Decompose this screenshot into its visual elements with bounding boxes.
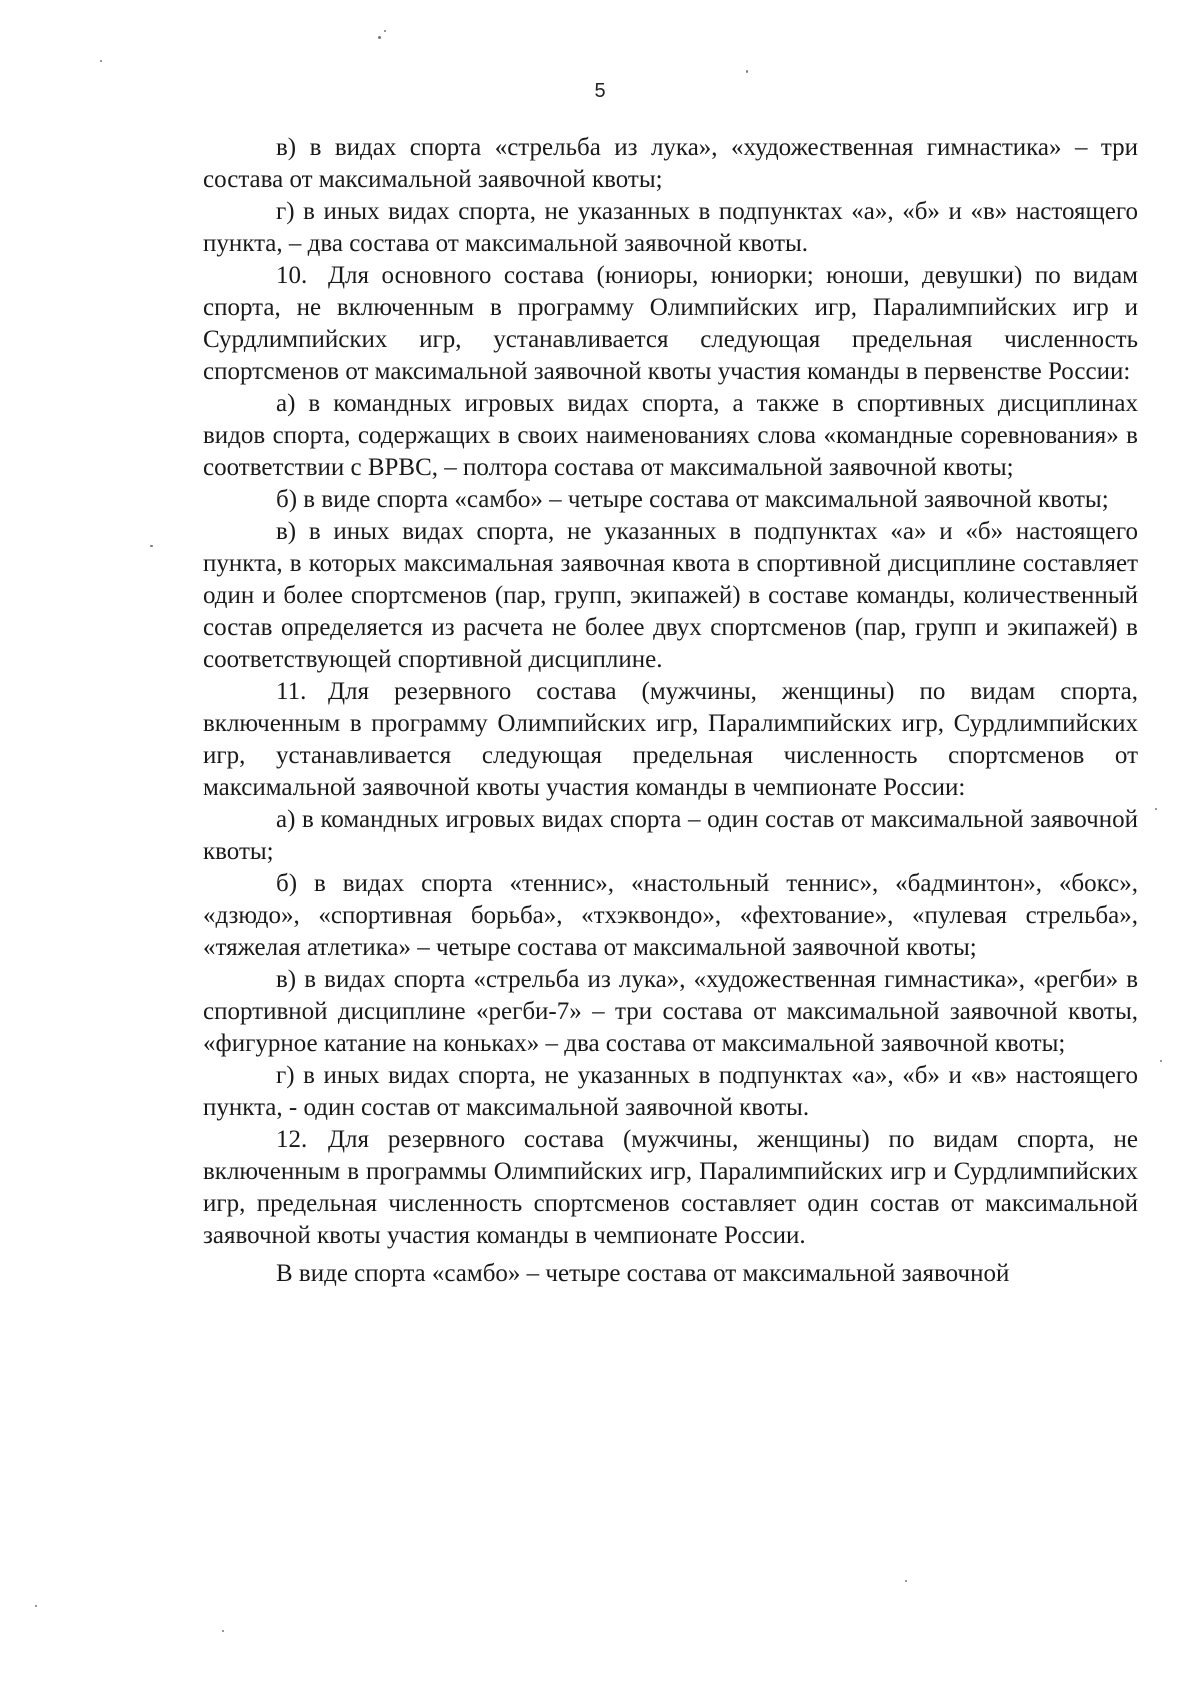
clause-11: [203, 676, 1138, 804]
document-body: [203, 132, 1138, 1290]
paragraph-9v: в) в видах спорта «стрельба из лука», «художественная гимнастика» – три состава от максимальной заявочной квоты;: [203, 134, 1138, 193]
clause-text: Для основного состава (юниоры, юниорки; юноши, девушки) по видам спорта, не включенным в программу Олимпийских игр, Паралимпийских игр и Сурдлимпийских игр, устанавливается следующая предельная численность спортсменов от максимальной заявочной квоты участия команды в первенстве России:: [203, 262, 1138, 385]
clause-12: [203, 1124, 1138, 1252]
clause-number: 10.: [276, 262, 308, 289]
paragraph-11b: б) в видах спорта «теннис», «настольный теннис», «бадминтон», «бокс», «дзюдо», «спортивная борьба», «тхэквондо», «фехтование», «пулевая стрельба», «тяжелая атлетика» – четыре состава от максимальной заявочной квоты;: [203, 870, 1138, 961]
page-number: 5: [594, 80, 606, 102]
paragraph-11a: а) в командных игровых видах спорта – один состав от максимальной заявочной квоты;: [203, 806, 1138, 865]
paragraph-11g: г) в иных видах спорта, не указанных в подпунктах «а», «б» и «в» настоящего пункта, - один состав от максимальной заявочной квоты.: [203, 1062, 1138, 1121]
scan-speck: [384, 30, 386, 32]
scan-speck: [1155, 808, 1157, 810]
scan-speck: [150, 545, 153, 547]
paragraph-10v: в) в иных видах спорта, не указанных в подпунктах «а» и «б» настоящего пункта, в которых максимальная заявочная квота в спортивной дисциплине составляет один и более спортсменов (пар, групп, экипажей) в составе команды, количественный состав определяется из расчета не более двух спортсменов (пар, групп и экипажей) в соответствующей спортивной дисциплине.: [203, 518, 1138, 673]
clause-number: 11.: [276, 678, 307, 705]
scan-speck: [905, 1580, 907, 1582]
scan-speck: [378, 36, 381, 39]
paragraph-12-sambo: В виде спорта «самбо» – четыре состава от максимальной заявочной: [276, 1260, 1010, 1287]
paragraph-11v: в) в видах спорта «стрельба из лука», «художественная гимнастика», «регби» в спортивной дисциплине «регби-7» – три состава от максимальной заявочной квоты, «фигурное катание на коньках» – два состава от максимальной заявочной квоты;: [203, 966, 1138, 1057]
scan-speck: [222, 1630, 224, 1632]
scan-speck: [1160, 1060, 1162, 1062]
paragraph-10a: а) в командных игровых видах спорта, а также в спортивных дисциплинах видов спорта, содержащих в своих наименованиях слова «командные соревнования» в соответствии с ВРВС, – полтора состава от максимальной заявочной квоты;: [203, 390, 1138, 481]
clause-number: 12.: [276, 1126, 308, 1153]
clause-text: Для резервного состава (мужчины, женщины) по видам спорта, не включенным в программы Олимпийских игр, Паралимпийских игр и Сурдлимпийских игр, предельная численность спортсменов составляет один состав от максимальной заявочной квоты участия команды в чемпионате России.: [203, 1126, 1138, 1249]
clause-10: [203, 260, 1138, 388]
clause-text: Для резервного состава (мужчины, женщины) по видам спорта, включенным в программу Олимпийских игр, Паралимпийских игр, Сурдлимпийских игр, устанавливается следующая предельная численность спортсменов от максимальной заявочной квоты участия команды в чемпионате России:: [203, 678, 1138, 801]
scan-speck: [100, 60, 102, 62]
scan-speck: [35, 1605, 37, 1607]
paragraph-10b: б) в виде спорта «самбо» – четыре состава от максимальной заявочной квоты;: [276, 486, 1109, 513]
paragraph-9g: г) в иных видах спорта, не указанных в подпунктах «а», «б» и «в» настоящего пункта, – два состава от максимальной заявочной квоты.: [203, 198, 1138, 257]
scan-speck: [746, 70, 748, 73]
